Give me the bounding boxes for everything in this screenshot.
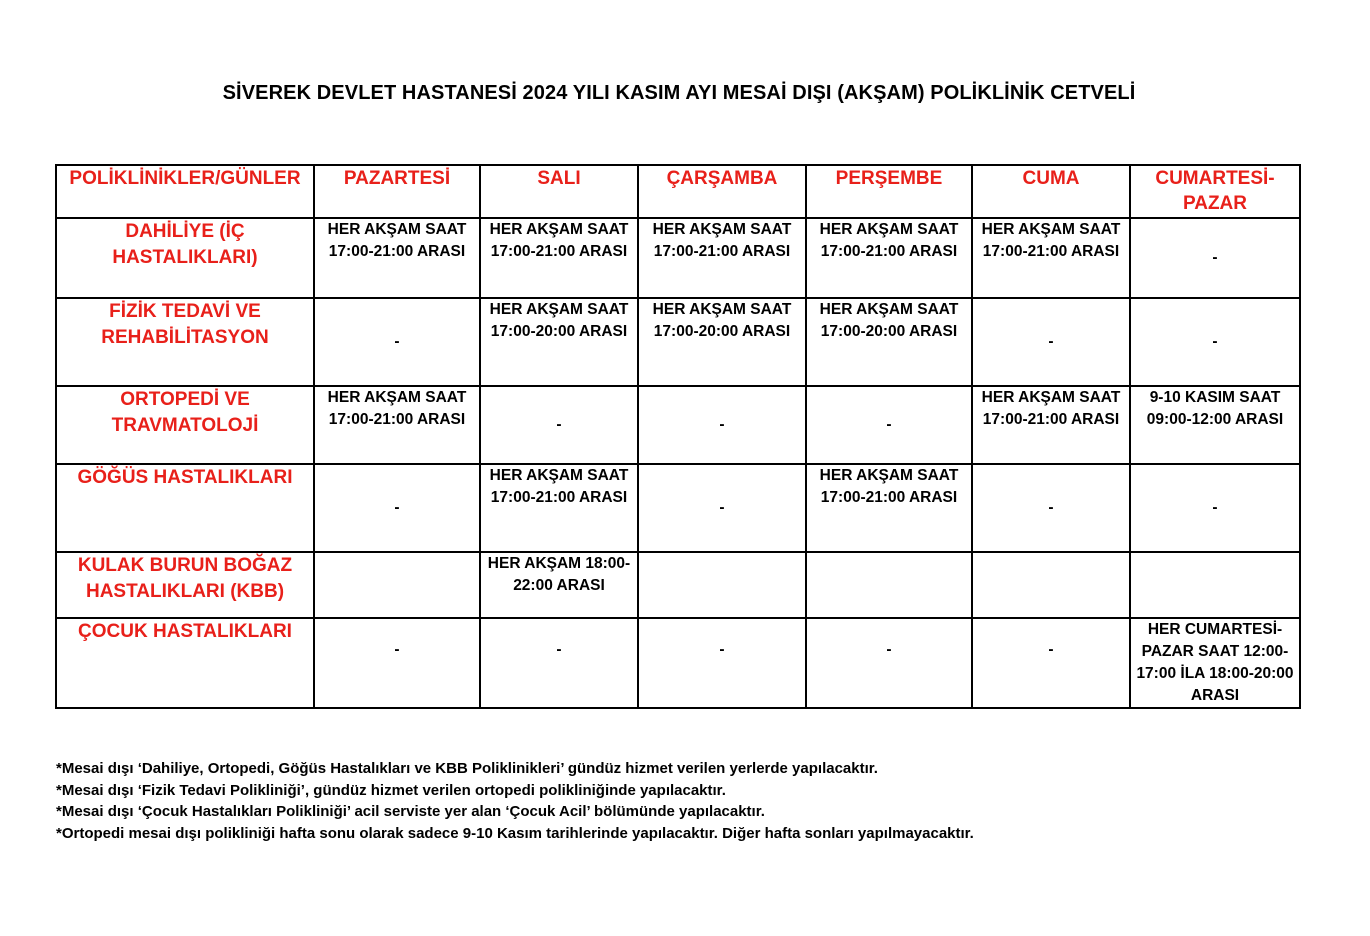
row-label: ÇOCUK HASTALIKLARI bbox=[56, 618, 314, 708]
schedule-cell: - bbox=[806, 386, 972, 464]
table-row bbox=[56, 552, 1300, 618]
schedule-cell: HER AKŞAM SAAT 17:00-21:00 ARASI bbox=[806, 464, 972, 552]
footnotes bbox=[56, 758, 1316, 844]
schedule-cell: - bbox=[1130, 218, 1300, 298]
schedule-table bbox=[55, 164, 1301, 709]
schedule-cell: HER CUMARTESİ-PAZAR SAAT 12:00-17:00 İLA 18:00-20:00 ARASI bbox=[1130, 618, 1300, 708]
document-title: SİVEREK DEVLET HASTANESİ 2024 YILI KASIM AYI MESAİ DIŞI (AKŞAM) POLİKLİNİK CETVELİ bbox=[222, 82, 1136, 104]
row-label: KULAK BURUN BOĞAZ HASTALIKLARI (KBB) bbox=[56, 552, 314, 618]
schedule-cell: - bbox=[638, 386, 806, 464]
schedule-cell bbox=[972, 552, 1130, 618]
schedule-cell: HER AKŞAM SAAT 17:00-21:00 ARASI bbox=[314, 386, 480, 464]
row-label: ORTOPEDİ VE TRAVMATOLOJİ bbox=[56, 386, 314, 464]
footnote: *Ortopedi mesai dışı polikliniği hafta sonu olarak sadece 9-10 Kasım tarihlerinde yapılacaktır. Diğer hafta sonları yapılmayacaktır. bbox=[56, 824, 974, 842]
schedule-cell: HER AKŞAM SAAT 17:00-21:00 ARASI bbox=[972, 386, 1130, 464]
schedule-cell: HER AKŞAM SAAT 17:00-20:00 ARASI bbox=[806, 298, 972, 386]
schedule-cell: HER AKŞAM SAAT 17:00-20:00 ARASI bbox=[638, 298, 806, 386]
schedule-cell: - bbox=[972, 298, 1130, 386]
header-cell: PAZARTESİ bbox=[314, 165, 480, 218]
schedule-cell: - bbox=[314, 618, 480, 708]
schedule-cell bbox=[806, 552, 972, 618]
schedule-cell: - bbox=[314, 298, 480, 386]
row-label: FİZİK TEDAVİ VE REHABİLİTASYON bbox=[56, 298, 314, 386]
table-row bbox=[56, 618, 1300, 708]
schedule-cell: HER AKŞAM SAAT 17:00-21:00 ARASI bbox=[638, 218, 806, 298]
header-cell: POLİKLİNİKLER/GÜNLER bbox=[56, 165, 314, 218]
schedule-cell bbox=[638, 552, 806, 618]
schedule-cell: - bbox=[806, 618, 972, 708]
schedule-cell: - bbox=[638, 618, 806, 708]
schedule-cell: - bbox=[314, 464, 480, 552]
row-label: DAHİLİYE (İÇ HASTALIKLARI) bbox=[56, 218, 314, 298]
header-cell: CUMA bbox=[972, 165, 1130, 218]
schedule-cell: 9-10 KASIM SAAT 09:00-12:00 ARASI bbox=[1130, 386, 1300, 464]
schedule-cell: HER AKŞAM SAAT 17:00-20:00 ARASI bbox=[480, 298, 638, 386]
schedule-cell: HER AKŞAM SAAT 17:00-21:00 ARASI bbox=[314, 218, 480, 298]
table-row bbox=[56, 464, 1300, 552]
schedule-cell bbox=[1130, 552, 1300, 618]
table-row bbox=[56, 386, 1300, 464]
footnote: *Mesai dışı ‘Dahiliye, Ortopedi, Göğüs Hastalıkları ve KBB Poliklinikleri’ gündüz hizmet verilen yerlerde yapılacaktır. bbox=[56, 760, 878, 777]
row-label: GÖĞÜS HASTALIKLARI bbox=[56, 464, 314, 552]
header-cell: PERŞEMBE bbox=[806, 165, 972, 218]
schedule-cell: HER AKŞAM SAAT 17:00-21:00 ARASI bbox=[806, 218, 972, 298]
schedule-cell: HER AKŞAM SAAT 17:00-21:00 ARASI bbox=[972, 218, 1130, 298]
schedule-cell: HER AKŞAM SAAT 17:00-21:00 ARASI bbox=[480, 464, 638, 552]
header-cell: CUMARTESİ-PAZAR bbox=[1130, 165, 1300, 218]
schedule-cell: - bbox=[1130, 464, 1300, 552]
schedule-cell: - bbox=[972, 464, 1130, 552]
schedule-cell: HER AKŞAM SAAT 17:00-21:00 ARASI bbox=[480, 218, 638, 298]
header-row bbox=[56, 165, 1300, 218]
schedule-cell: - bbox=[638, 464, 806, 552]
schedule-cell: - bbox=[972, 618, 1130, 708]
table-row bbox=[56, 298, 1300, 386]
schedule-cell: - bbox=[480, 618, 638, 708]
header-cell: SALI bbox=[480, 165, 638, 218]
footnote: *Mesai dışı ‘Fizik Tedavi Polikliniği’, gündüz hizmet verilen ortopedi polikliniğinde yapılacaktır. bbox=[56, 781, 726, 799]
schedule-cell bbox=[314, 552, 480, 618]
schedule-cell: - bbox=[1130, 298, 1300, 386]
table-row bbox=[56, 218, 1300, 298]
header-cell: ÇARŞAMBA bbox=[638, 165, 806, 218]
footnote: *Mesai dışı ‘Çocuk Hastalıkları Polikliniği’ acil serviste yer alan ‘Çocuk Acil’ bölümünde yapılacaktır. bbox=[56, 803, 765, 820]
schedule-cell: - bbox=[480, 386, 638, 464]
schedule-cell: HER AKŞAM 18:00-22:00 ARASI bbox=[480, 552, 638, 618]
